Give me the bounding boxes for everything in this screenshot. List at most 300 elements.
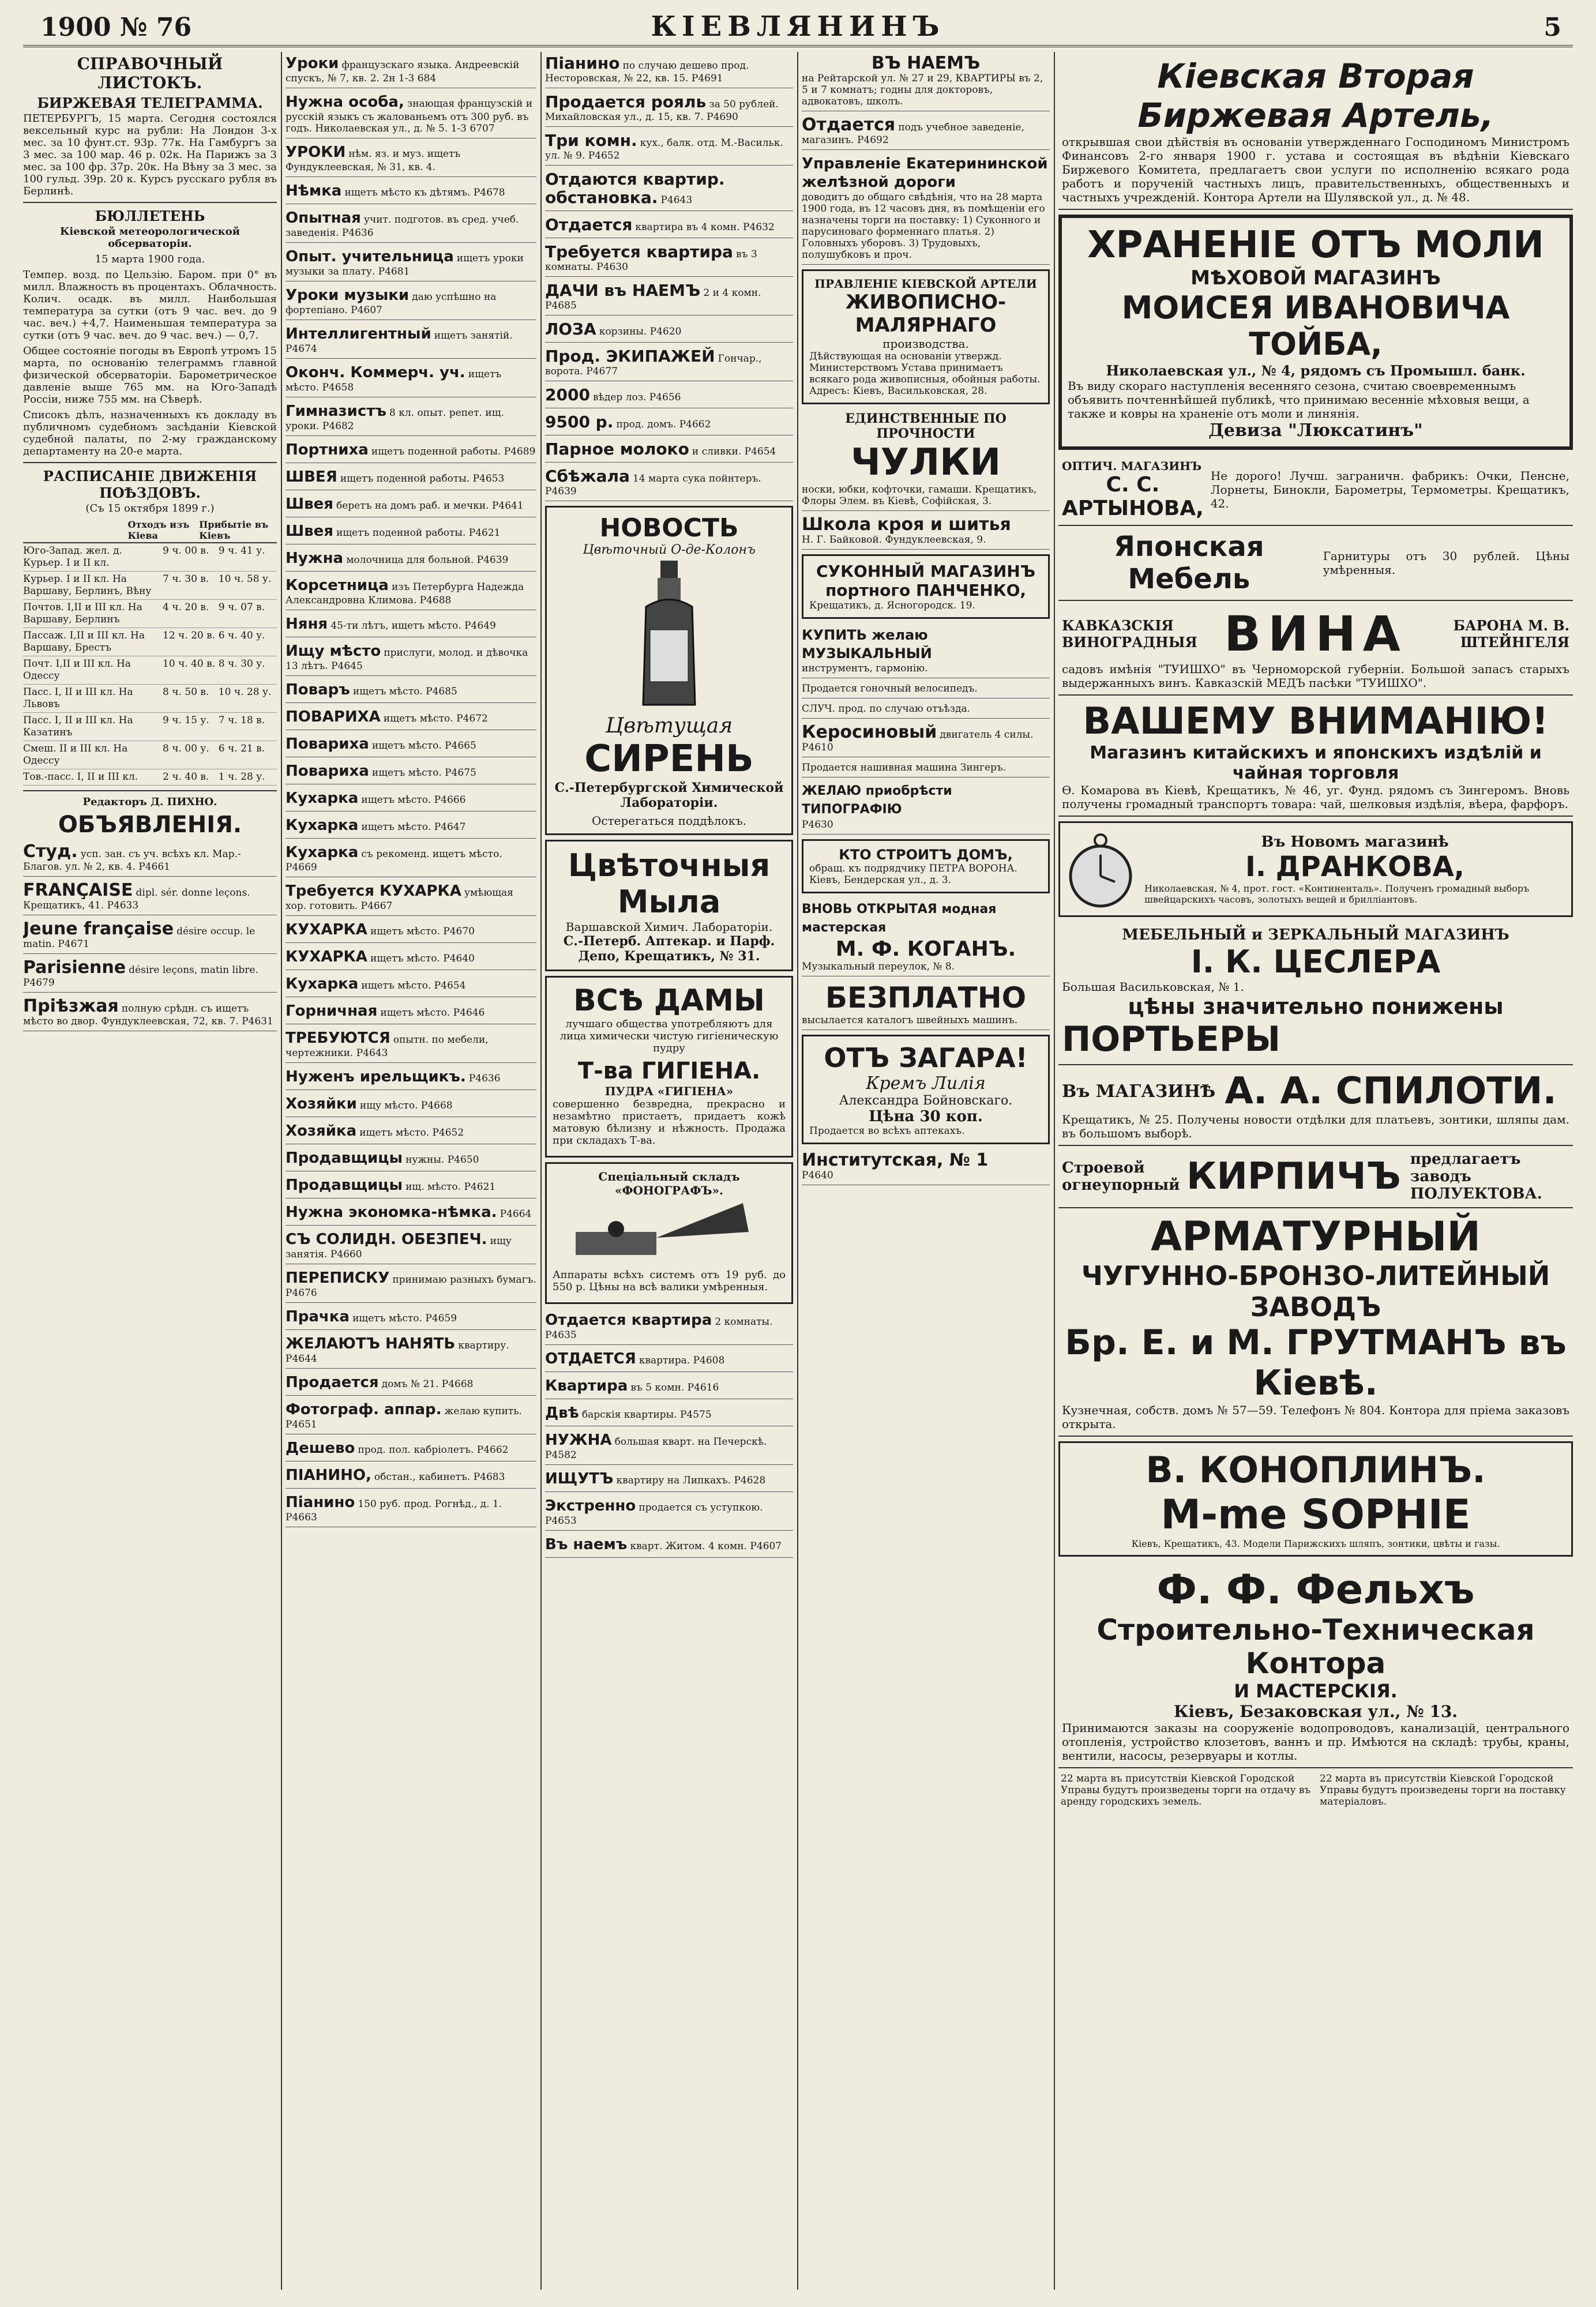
column-3 <box>545 52 793 2295</box>
classified-heading: СЪ СОЛИДН. ОБЕЗПЕЧ. <box>286 1231 487 1248</box>
classified-text: за 50 рублей. Михайловская ул., д. 15, кв. 7. Р4690 <box>545 99 779 123</box>
typography-advert <box>802 780 1050 835</box>
tan-price: Цѣна 30 коп. <box>869 1108 983 1125</box>
brick-title: КИРПИЧЪ <box>1186 1155 1401 1198</box>
page-number: 5 <box>1544 13 1561 42</box>
classified-text: ищетъ мѣсто. Р4666 <box>361 794 466 806</box>
classified-heading: ПЕРЕПИСКУ <box>286 1269 390 1287</box>
classified-ad <box>286 465 536 490</box>
classified-text: нѣм. яз. и муз. ищетъ Фундуклеевская, № 31, кв. 4. <box>286 148 461 173</box>
sirene-lab: С.-Петербургской Химической Лабораторіи. <box>554 780 784 810</box>
classified-heading: Экстренно <box>545 1497 636 1515</box>
tailor-text: Крещатикъ, д. Ясногородск. 19. <box>809 600 975 611</box>
schedule-row <box>23 543 277 572</box>
schedule-departure: 2 ч. 40 в. <box>163 771 209 783</box>
schedule-title: РАСПИСАНІЕ ДВИЖЕНІЯ ПОѢЗДОВЪ. <box>43 468 257 501</box>
classified-heading: Хозяйка <box>286 1122 357 1140</box>
classified-ad <box>545 52 793 88</box>
moth-subheading: МѢХОВОЙ МАГАЗИНЪ <box>1191 266 1441 290</box>
classified-text: квартиру на Липкахъ. Р4628 <box>616 1475 766 1486</box>
advert-heading: Отдается <box>802 115 896 135</box>
editor-line: Редакторъ Д. ПИХНО. <box>82 796 217 808</box>
kogan-name: М. Ф. КОГАНЪ. <box>835 937 1016 961</box>
attention-text: Ѳ. Комарова въ Кіевѣ, Крещатикъ, № 46, уг. Фунд. рядомъ съ Зингеромъ. Вновь получены громадный транспортъ товара: чай, шелковыя издѣлія, вѣера, фарфоръ. <box>1062 783 1569 811</box>
classified-text: усп. зан. съ уч. всѣхъ кл. Мар.-Благов. ул. № 2, кв. 4. Р4661 <box>23 848 241 873</box>
schedule-route: Курьер. I и II кл. На Варшаву, Берлинъ, Вѣну <box>23 573 152 597</box>
schedule-row <box>23 600 277 628</box>
schedule-departure: 7 ч. 30 в. <box>163 573 209 585</box>
classified-ad <box>545 91 793 127</box>
classified-text: ищетъ мѣсто. Р4654 <box>361 980 466 991</box>
meteo-title: БЮЛЛЕТЕНЬ <box>95 208 205 224</box>
classified-heading: Квартира <box>545 1377 628 1395</box>
classified-heading: FRANÇAISE <box>23 880 133 900</box>
schedule-departure: 12 ч. 20 в. <box>163 630 216 641</box>
classified-text: ищетъ поденной работы. Р4621 <box>336 527 501 539</box>
classified-ad <box>286 814 536 839</box>
classified-text: ищетъ занятій. Р4674 <box>286 330 513 355</box>
spiloti-name: А. А. СПИЛОТИ. <box>1225 1070 1557 1113</box>
classified-ad <box>286 787 536 811</box>
tan-heading: ОТЪ ЗАГАРА! <box>824 1042 1028 1073</box>
classified-heading: Прод. ЭКИПАЖЕЙ <box>545 347 715 366</box>
classifieds-list <box>545 52 793 501</box>
column-rule <box>281 52 282 2290</box>
classified-text: въ 3 комнаты. Р4630 <box>545 249 757 273</box>
artel-title: ЖИВОПИСНО-МАЛЯРНАГО <box>845 291 1007 337</box>
classified-heading: Нѣмка <box>286 182 342 200</box>
classified-ad <box>545 1374 793 1399</box>
classified-text: по случаю дешево прод. Несторовская, № 22, кв. 15. Р4691 <box>545 60 749 84</box>
moth-storage-advert <box>1058 215 1573 450</box>
optics-advert <box>1058 454 1573 526</box>
soap-lab: Варшавской Химич. Лабораторіи. <box>565 920 773 934</box>
wine-text: садовъ имѣнія "ТУИШХО" въ Черноморской губерніи. Большой запасъ старыхъ выдержанныхъ винъ. Кавказскій МЕДЪ пасѣки "ТУИШХО". <box>1062 662 1569 690</box>
classified-text: Гончар., ворота. Р4677 <box>545 353 762 377</box>
stockings-heading: ЕДИНСТВЕННЫЕ ПО ПРОЧНОСТИ <box>845 411 1007 441</box>
column-rule <box>797 52 798 2290</box>
builder-heading: КТО СТРОИТЪ ДОМЪ, <box>839 847 1013 863</box>
classified-ad <box>286 141 536 177</box>
classified-heading: Продавщицы <box>286 1149 403 1167</box>
schedule-departure: 9 ч. 15 у. <box>163 715 209 726</box>
classified-ad <box>286 1000 536 1024</box>
schedule-row <box>23 628 277 656</box>
optics-heading: ОПТИЧ. МАГАЗИНЪ <box>1062 459 1202 473</box>
sirene-advert <box>545 506 793 835</box>
classified-text: désire leçons, matin libre. Р4679 <box>23 964 258 989</box>
classified-heading: Повариха <box>286 762 369 780</box>
classifieds-list <box>286 52 536 1527</box>
tsesler-advert <box>1058 922 1573 1065</box>
inst-heading: Институтская, № 1 <box>802 1150 989 1170</box>
classified-ad <box>545 411 793 435</box>
schedule-col-departure: Отходъ изъ Кіева <box>127 519 190 541</box>
phonograph-text: Аппараты всѣхъ системъ отъ 19 руб. до 550 р. Цѣны на всѣ валики умѣренныя. <box>553 1269 786 1293</box>
classified-heading: 9500 р. <box>545 412 614 431</box>
optics-name: С. С. АРТЫНОВА, <box>1062 473 1204 520</box>
classified-heading: Въ наемъ <box>545 1536 628 1553</box>
advert-text: подъ учебное заведеніе, магазинъ. Р4692 <box>802 122 1024 146</box>
classified-ad <box>545 1429 793 1465</box>
classified-text: принимаю разныхъ бумагъ. Р4676 <box>286 1274 536 1299</box>
classified-text: désire occup. le matin. Р4671 <box>23 926 256 950</box>
builder-advert <box>802 839 1050 893</box>
classified-heading: Требуется квартира <box>545 242 733 261</box>
foundry-advert <box>1058 1208 1573 1437</box>
classified-text: кух., балк. отд. М.-Васильк. ул. № 9. Р4652 <box>545 137 783 161</box>
hygiene-advert <box>545 976 793 1158</box>
classified-ad <box>286 841 536 877</box>
schedule-col-arrival: Прибытіе въ Кіевъ <box>199 519 269 541</box>
classified-heading: Опытная <box>286 209 361 227</box>
portiers-subheading: цѣны значительно понижены <box>1128 994 1504 1019</box>
classified-text: Р4636 <box>468 1073 501 1084</box>
konoplin-text: Кіевъ, Крещатикъ, 43. Модели Парижскихъ шляпъ, зонтики, цвѣты и газы. <box>1131 1538 1500 1549</box>
tan-cream-advert <box>802 1035 1050 1144</box>
schedule-arrival: 7 ч. 18 в. <box>218 715 265 726</box>
stockings-title: ЧУЛКИ <box>850 441 1001 484</box>
classified-heading: НУЖНА <box>545 1431 612 1449</box>
hygiene-name: Т-ва ГИГІЕНА. <box>577 1058 761 1084</box>
free-advert <box>802 979 1050 1030</box>
classified-text: ищетъ мѣсто. Р4685 <box>352 686 457 697</box>
classified-text: полную срѣдн. съ ищетъ мѣсто во двор. Фундуклеевская, 72, кв. 7. Р4631 <box>23 1003 273 1027</box>
classified-text: ищетъ мѣсто. Р4652 <box>359 1127 464 1139</box>
tsesler-text: Большая Васильковская, № 1. <box>1062 980 1244 994</box>
classified-heading: Фотограф. аппар. <box>286 1401 442 1418</box>
classified-ad <box>286 972 536 997</box>
classified-heading: Прачка <box>286 1308 350 1325</box>
notice-right: 22 марта въ присутствіи Кіевской Городской Управы будутъ произведены торги на поставку матеріаловъ. <box>1320 1773 1566 1808</box>
portiers-heading: ПОРТЬЕРЫ <box>1062 1019 1280 1059</box>
ads-title: ОБЪЯВЛЕНІЯ. <box>58 811 242 838</box>
classified-ad <box>286 945 536 970</box>
classified-ad <box>286 613 536 637</box>
classified-heading: Студ. <box>23 841 78 862</box>
classified-text: прод. пол. кабріолетъ. Р4662 <box>358 1444 509 1456</box>
classified-heading: Піанино <box>286 1494 355 1511</box>
spiloti-text: Крещатикъ, № 25. Получены новости отдѣлки для платьевъ, зонтики, шляпы дам. въ большомъ выборѣ. <box>1062 1113 1569 1140</box>
moth-shop-name: МОИСЕЯ ИВАНОВИЧА ТОЙБА, <box>1121 290 1510 362</box>
classified-text: прислуги, молод. и дѣвочка 13 лѣтъ. Р4645 <box>286 647 528 672</box>
classified-heading: Опыт. учительница <box>286 248 454 265</box>
classified-ad <box>23 840 277 877</box>
classified-heading: Нуженъ ирельщикъ. <box>286 1068 466 1085</box>
spiloti-advert <box>1058 1065 1573 1146</box>
classified-heading: Отдаются квартир. обстановка. <box>545 170 725 207</box>
ladies-heading: ВСѢ ДАМЫ <box>573 983 765 1018</box>
tailor-advert <box>802 554 1050 619</box>
advert <box>802 114 1050 150</box>
schedule-row <box>23 769 277 786</box>
school-heading: Школа кроя и шитья <box>802 514 1011 535</box>
artel-heading: ПРАВЛЕНІЕ КІЕВСКОЙ АРТЕЛИ <box>814 277 1037 291</box>
classified-heading: Швея <box>286 523 333 540</box>
konoplin-advert <box>1058 1441 1573 1557</box>
city-notices <box>1058 1768 1573 1812</box>
meteo-subtitle: Кіевской метеорологической обсерваторіи. <box>59 226 241 250</box>
inst-text: Р4640 <box>802 1170 833 1181</box>
foundry-text: Кузнечная, собств. домъ № 57—59. Телефонъ № 804. Контора для пріема заказовъ открыта. <box>1062 1403 1569 1431</box>
classified-text: желаю купить. Р4651 <box>286 1406 522 1430</box>
classified-ad <box>286 1464 536 1489</box>
wine-title: ВИНА <box>1224 606 1407 662</box>
schedule-departure: 8 ч. 00 у. <box>163 743 209 754</box>
classified-ad <box>545 213 793 238</box>
notice-left: 22 марта въ присутствіи Кіевской Городской Управы будутъ произведены торги на отдачу въ аренду городскихъ земель. <box>1061 1773 1311 1808</box>
classified-heading: ШВЕЯ <box>286 468 337 486</box>
classified-ad <box>286 547 536 572</box>
classified-ad <box>286 1371 536 1396</box>
classified-heading: Jeune française <box>23 919 174 939</box>
spiloti-heading: Въ МАГАЗИНѢ <box>1062 1081 1216 1102</box>
classified-text: 45-ти лѣтъ, ищетъ мѣсто. Р4649 <box>331 620 496 632</box>
classified-text: 14 марта сука пойнтеръ. Р4639 <box>545 473 761 497</box>
foundry-title-3: Бр. Е. и М. ГРУТМАНЪ въ Кіевѣ. <box>1065 1322 1567 1403</box>
beware-note: Остерегаться поддѣлокъ. <box>591 814 747 828</box>
classified-ad <box>286 1174 536 1198</box>
schedule-row <box>23 685 277 713</box>
attention-subheading: Магазинъ китайскихъ и японскихъ издѣлій и чайная торговля <box>1090 743 1542 783</box>
schedule-departure: 4 ч. 20 в. <box>163 602 209 613</box>
tea-advert <box>1058 696 1573 817</box>
classified-heading: Оконч. Коммерч. уч. <box>286 364 465 381</box>
classified-ad <box>23 918 277 954</box>
classified-text: ищетъ мѣсто. Р4670 <box>370 926 475 937</box>
bicycle-advert: Продается гоночный велосипедъ. <box>802 681 1050 698</box>
classified-ad <box>545 384 793 408</box>
classified-heading: Двѣ <box>545 1404 579 1422</box>
classified-text: ищетъ мѣсто. Р4646 <box>380 1007 485 1019</box>
classified-heading: Гимназистъ <box>286 403 386 420</box>
classified-text: ищетъ уроки музыки за плату. Р4681 <box>286 253 524 277</box>
classified-text: беретъ на домъ раб. и мечки. Р4641 <box>336 500 524 512</box>
classified-ad <box>545 241 793 277</box>
classified-text: ищетъ мѣсто. Р4675 <box>371 767 476 779</box>
classified-ad <box>286 520 536 544</box>
schedule-subtitle: (Съ 15 октября 1899 г.) <box>85 502 215 514</box>
classified-ad <box>545 1533 793 1558</box>
newspaper-title: КІЕВЛЯНИНЪ <box>651 10 945 43</box>
classified-heading: 2000 <box>545 385 590 404</box>
classified-ad <box>286 245 536 281</box>
classified-heading: Нужна особа, <box>286 93 404 111</box>
konoplin-sophie: М-me SOPHIE <box>1161 1491 1471 1538</box>
column-2 <box>286 52 536 2295</box>
kogan-heading: ВНОВЬ ОТКРЫТАЯ модная мастерская <box>802 902 997 935</box>
schedule-row <box>23 656 277 685</box>
classified-text: кварт. Житом. 4 комн. Р4607 <box>630 1540 782 1552</box>
railway-tender <box>802 152 1050 265</box>
tan-text: Продается во всѣхъ аптекахъ. <box>809 1125 965 1137</box>
perfume-bottle-icon <box>637 561 701 711</box>
tan-author: Александра Бойновскаго. <box>839 1094 1013 1108</box>
classified-text: ищетъ мѣсто. Р4658 <box>286 369 502 393</box>
artel-text: открывшая свои дѣйствія въ основаніи утвержденнаго Господиномъ Министромъ Финансовъ 2-го января 1900 г. устава и состоящая въ вѣдѣніи Кіевскаго Биржевого Комитета, предлагаетъ свои услуги по исполненію всякаго рода работъ и порученій частныхъ лицъ, правительственныхъ, общественныхъ и частныхъ учрежденій. Контора Артели на Шулявской ул., д. № 48. <box>1062 135 1569 204</box>
classified-ad <box>286 732 536 757</box>
classified-ad <box>286 918 536 943</box>
classified-ad <box>286 206 536 243</box>
classified-ad <box>545 465 793 501</box>
brick-right: предлагаетъ заводъ ПОЛУЕКТОВА. <box>1410 1151 1542 1203</box>
classified-ad <box>286 1147 536 1171</box>
classified-ad <box>286 322 536 359</box>
felkh-subtitle: И МАСТЕРСКІЯ. <box>1234 1680 1398 1702</box>
artel-heading: Кіевская Вторая Биржевая Артель, <box>1137 57 1494 135</box>
classified-ad <box>545 1402 793 1426</box>
classified-heading: Парное молоко <box>545 439 689 459</box>
classified-heading: ТРЕБУЮТСЯ <box>286 1029 390 1047</box>
drankov-heading: Въ Новомъ магазинѣ <box>1261 833 1449 851</box>
classified-text: въ 5 комн. Р4616 <box>630 1382 719 1393</box>
schedule-route: Тов.-пасс. I, II и III кл. <box>23 771 138 783</box>
classified-text: 2 комнаты. Р4635 <box>545 1316 773 1341</box>
wine-right: БАРОНА М. В. ШТЕЙНГЕЛЯ <box>1453 617 1569 651</box>
schedule-departure: 8 ч. 50 в. <box>163 686 209 698</box>
classified-heading: Продается рояль <box>545 92 707 111</box>
felkh-title: Строительно-Техническая Контора <box>1096 1613 1535 1680</box>
classified-heading: Нужна экономка-нѣмка. <box>286 1204 497 1221</box>
schedule-route: Почтов. I,II и III кл. На Варшаву, Берлинъ <box>23 602 142 625</box>
classified-ad <box>286 1119 536 1144</box>
konoplin-name: В. КОНОПЛИНЪ. <box>1146 1449 1486 1491</box>
classified-ad <box>286 1228 536 1264</box>
rent-heading: ВЪ НАЕМЪ <box>871 53 981 73</box>
classified-heading: ОТДАЕТСЯ <box>545 1350 636 1367</box>
classified-ad <box>286 361 536 397</box>
classified-heading: Интеллигентный <box>286 325 431 343</box>
classified-ad <box>286 1491 536 1527</box>
classified-text: барскія квартиры. Р4575 <box>581 1409 712 1421</box>
schedule-header <box>23 518 277 543</box>
classified-text: ищу занятія. Р4660 <box>286 1235 512 1260</box>
phonograph-icon <box>553 1197 772 1267</box>
schedule-arrival: 6 ч. 40 у. <box>218 630 265 641</box>
classified-heading: Кухарка <box>286 790 359 807</box>
classified-text: 150 руб. прод. Рогнѣд., д. 1. Р4663 <box>286 1498 502 1523</box>
schedule-row <box>23 713 277 741</box>
classified-text: даю успѣшно на фортепіано. Р4607 <box>286 291 497 316</box>
classified-heading: Нужна <box>286 550 344 567</box>
classified-ad <box>286 1092 536 1117</box>
furniture-text: Гарнитуры отъ 30 рублей. Цѣны умѣренныя. <box>1323 549 1569 577</box>
classified-ad <box>545 168 793 211</box>
classified-text: ищетъ мѣсто. Р4665 <box>371 740 476 752</box>
classified-text: ищетъ поденной работы. Р4689 <box>371 446 536 457</box>
classified-heading: КУХАРКА <box>286 921 367 938</box>
sirene-title-2: СИРЕНЬ <box>584 738 754 780</box>
classified-heading: ЖЕЛАЮТЪ НАНЯТЬ <box>286 1335 456 1352</box>
classifieds-list <box>23 840 277 1031</box>
classified-heading: Parisienne <box>23 957 126 978</box>
exchange-artel-advert <box>1058 52 1573 210</box>
classified-heading: Няня <box>286 615 328 633</box>
classified-text: молочница для больной. Р4639 <box>346 554 509 566</box>
classified-heading: Уроки музыки <box>286 287 410 304</box>
classified-ad <box>286 284 536 320</box>
classified-text: учит. подготов. въ сред. учеб. заведенія. Р4636 <box>286 214 519 239</box>
brick-advert <box>1058 1146 1573 1208</box>
classified-ad <box>286 1398 536 1434</box>
classified-ad <box>545 438 793 463</box>
classified-heading: УРОКИ <box>286 144 346 161</box>
classified-heading: ПОВАРИХА <box>286 708 381 726</box>
phonograph-heading: Спеціальный складъ «ФОНОГРАФЪ». <box>598 1170 740 1197</box>
brick-heading: Строевой огнеупорный <box>1062 1159 1180 1194</box>
drankov-name: І. ДРАНКОВА, <box>1245 851 1465 883</box>
classified-text: и сливки. Р4654 <box>692 446 776 457</box>
schedule-row <box>23 572 277 600</box>
classified-ad <box>286 91 536 138</box>
tailor-heading: СУКОННЫЙ МАГАЗИНЪ портного ПАНЧЕНКО, <box>816 562 1035 600</box>
classified-ad <box>286 52 536 88</box>
classified-heading: ЛОЗА <box>545 320 596 339</box>
classified-heading: Продавщицы <box>286 1177 403 1194</box>
railway-heading: Управленіе Екатерининской желѣзной дороги <box>802 155 1048 191</box>
novelty-heading: НОВОСТЬ <box>599 513 739 543</box>
section-subheading: БИРЖЕВАЯ ТЕЛЕГРАММА. <box>37 95 263 111</box>
classified-text: умѣющая хор. готовить. Р4667 <box>286 887 513 912</box>
classified-heading: Горничная <box>286 1002 378 1020</box>
classified-text: знающая французскій и русскій языкъ съ жалованьемъ отъ 300 руб. въ годъ. Николаевская ул., д. № 5. 1-3 6707 <box>286 98 533 134</box>
classified-heading: Хозяйки <box>286 1095 357 1113</box>
wine-left: КАВКАЗСКІЯ ВИНОГРАДНЫЯ <box>1062 617 1197 651</box>
free-text: высылается каталогъ швейныхъ машинъ. <box>802 1015 1018 1026</box>
classified-ad <box>286 678 536 703</box>
classified-text: изъ Петербурга Надежда Александровна Климова. Р4688 <box>286 581 524 606</box>
section-heading: СПРАВОЧНЫЙ ЛИСТОКЪ. <box>77 54 223 92</box>
classified-heading: Ищу мѣсто <box>286 642 381 660</box>
schedule-arrival: 8 ч. 30 у. <box>218 658 265 670</box>
sewing-machine-advert: Продается нашивная машина Зингеръ. <box>802 760 1050 777</box>
kerosene-heading: Керосиновый <box>802 722 937 742</box>
felkh-address: Кіевъ, Безаковская ул., № 13. <box>1173 1702 1458 1721</box>
masthead <box>23 10 1573 47</box>
ladies-text: лучшаго общества употребляютъ для лица химически чистую гигіеническую пудру <box>559 1018 779 1054</box>
kogan-advert <box>802 898 1050 976</box>
attention-heading: ВАШЕМУ ВНИМАНІЮ! <box>1083 700 1549 743</box>
classified-ad <box>286 1201 536 1226</box>
classified-text: ищетъ мѣсто. Р4672 <box>383 713 488 724</box>
phonograph-advert <box>545 1162 793 1304</box>
classified-text: ищетъ мѣсто. Р4640 <box>370 953 475 964</box>
sale-advert: СЛУЧ. прод. по случаю отъѣзда. <box>802 701 1050 719</box>
schedule-route: Пасс. I, II и III кл. На Львовъ <box>23 686 133 710</box>
schedule-arrival: 6 ч. 21 в. <box>218 743 265 754</box>
classified-ad <box>23 995 277 1031</box>
railway-text: доводитъ до общаго свѣдѣнія, что на 28 марта 1900 года, въ 12 часовъ дня, въ помѣщеніи его назначены торги на поставку: 1) Суконного и парусиноваго форменнаго платья. 2) Головныхъ уборовъ. 3) Трудовыхъ, полушубковъ и проч. <box>802 191 1045 261</box>
classified-heading: Уроки <box>286 55 339 72</box>
artel-text: Дѣйствующая на основаніи утвержд. Министерствомъ Устава принимаетъ всякаго рода живописныя, обойныя работы. Адресъ: Кіевъ, Васильковская, 28. <box>809 351 1041 397</box>
felkh-name: Ф. Ф. Фельхъ <box>1156 1566 1475 1613</box>
schedule-arrival: 10 ч. 28 у. <box>218 686 272 698</box>
builder-text: обращ. къ подрядчику ПЕТРА ВОРОНА. Кіевъ, Бендерская ул., д. 3. <box>809 863 1017 886</box>
classified-ad <box>286 438 536 463</box>
classified-text: dipl. sér. donne leçons. Крещатикъ, 41. Р4633 <box>23 887 250 911</box>
schedule-route: Смеш. II и III кл. На Одессу <box>23 743 128 767</box>
classified-ad <box>545 1347 793 1372</box>
classified-ad <box>286 1305 536 1330</box>
classified-text: обстан., кабинетъ. Р4683 <box>374 1471 505 1483</box>
soap-advert <box>545 840 793 971</box>
issue-date: 1900 № 76 <box>40 13 192 42</box>
column-1 <box>23 52 277 2295</box>
classified-heading: Три комн. <box>545 131 637 150</box>
classified-heading: Пріѣзжая <box>23 996 119 1016</box>
stockings-text: носки, юбки, кофточки, гамаши. Крещатикъ, Флоры Элем. въ Кіевѣ, Софійская, 3. <box>802 484 1037 507</box>
classified-text: ищ. мѣсто. Р4621 <box>405 1181 496 1193</box>
